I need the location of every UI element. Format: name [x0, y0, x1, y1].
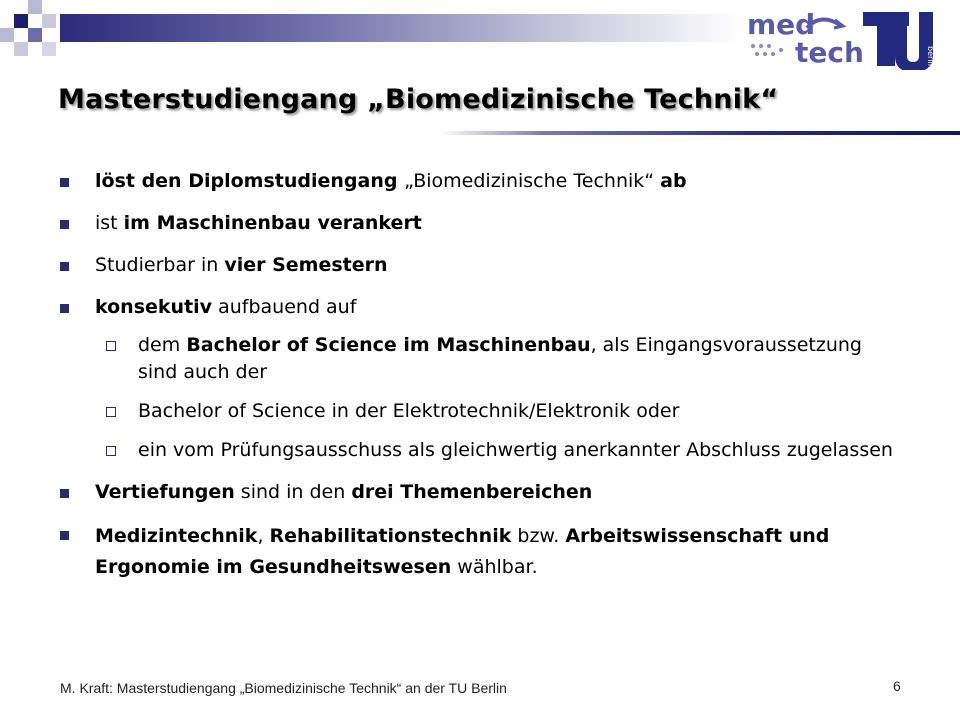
- bullet-item: [60, 168, 940, 195]
- logo-graphic: [745, 6, 945, 70]
- bullet-item: [60, 479, 940, 506]
- header-gradient-band: [60, 14, 740, 42]
- bullet-item: [60, 252, 940, 279]
- bullet-text: wählbar.: [451, 556, 538, 578]
- page-number: 6: [893, 678, 901, 694]
- sub-bullet-item: [60, 398, 940, 425]
- bullet-text-bold: im Maschinenbau verankert: [123, 212, 422, 234]
- bullet-text-bold: Arbeitswissenschaft und Ergonomie im Gesundheitswesen: [95, 525, 830, 578]
- slide-title: Masterstudiengang „Biomedizinische Technik“: [58, 84, 779, 115]
- logo-med-text: med: [747, 8, 816, 41]
- bullet-text: „Biomedizinische Technik“: [404, 170, 661, 192]
- logo-dots-icon: [751, 44, 783, 56]
- bullet-text-bold: Bachelor of Science im Maschinenbau: [186, 334, 591, 356]
- bullet-item: [60, 294, 940, 321]
- medtech-tu-logo: [745, 6, 945, 70]
- bullet-text-bold: Medizintechnik: [95, 525, 258, 547]
- title-underline-rule: [440, 131, 960, 135]
- sub-bullet-item: [60, 437, 940, 464]
- bullet-text-bold: Rehabilitationstechnik: [269, 525, 512, 547]
- bullet-text: Studierbar in: [95, 254, 225, 276]
- bullet-text: Bachelor of Science in der Elektrotechnik/Elektronik oder: [138, 400, 680, 422]
- bullet-text: ,: [257, 525, 270, 547]
- bullet-text-bold: Vertiefungen: [95, 481, 235, 503]
- bullet-text-bold: ab: [660, 170, 687, 192]
- decor-square: [42, 14, 56, 28]
- decor-square: [14, 14, 28, 28]
- decor-square: [28, 0, 42, 14]
- tu-berlin-logo-icon: [863, 12, 935, 70]
- bullet-text-bold: drei Themenbereichen: [351, 481, 593, 503]
- bullet-text: dem: [138, 334, 187, 356]
- bullet-list: [60, 168, 940, 583]
- slide-footer: M. Kraft: Masterstudiengang „Biomedizinische Technik“ an der TU Berlin: [60, 680, 507, 696]
- bullet-text-bold: konsekutiv: [95, 296, 213, 318]
- sub-bullet-item: [60, 332, 940, 386]
- bullet-text: ist: [95, 212, 124, 234]
- bullet-item: [60, 521, 940, 583]
- bullet-text: sind in den: [234, 481, 352, 503]
- decor-square: [0, 28, 14, 42]
- decor-square: [28, 28, 42, 42]
- logo-berlin-text: berlin: [926, 46, 935, 69]
- bullet-text-bold: vier Semestern: [224, 254, 388, 276]
- bullet-item: [60, 210, 940, 237]
- bullet-text-bold: löst den Diplomstudiengang: [95, 170, 405, 192]
- decor-square: [14, 42, 28, 56]
- decor-square: [0, 0, 14, 14]
- bullet-text: bzw.: [511, 525, 566, 547]
- bullet-text: , als Eingangsvoraussetzung sind auch der: [138, 334, 862, 383]
- bullet-text: ein vom Prüfungsausschuss als gleichwertig anerkannter Abschluss zugelassen: [138, 439, 893, 461]
- decor-square: [42, 42, 56, 56]
- bullet-text: aufbauend auf: [212, 296, 357, 318]
- logo-tech-text: tech: [795, 36, 864, 69]
